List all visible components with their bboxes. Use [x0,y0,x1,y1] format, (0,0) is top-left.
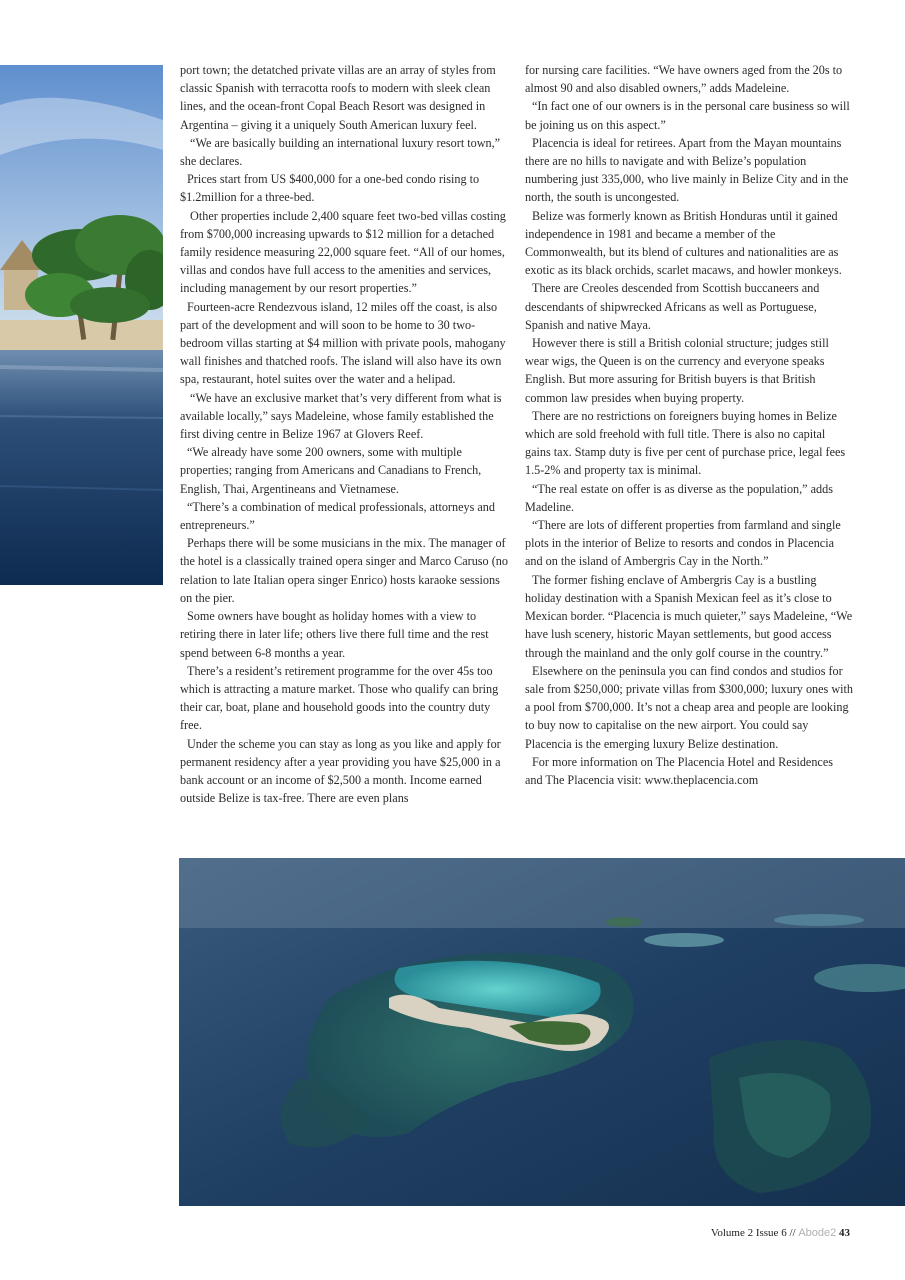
folio-issue: Volume 2 Issue 6 // [710,1227,796,1239]
paragraph: There are no restrictions on foreigners buying homes in Belize which are sold freehold with full title. There is also no capital gains tax. Stamp duty is five per cent of purchase price, legal fees 1.5-2% and property tax is minimal. [525,408,846,478]
aerial-island-illustration [179,858,905,1206]
paragraph: There are Creoles descended from Scottish buccaneers and descendants of shipwrecked Africans as well as Portuguese, Spanish and native Maya. [525,281,820,332]
paragraph: “There are lots of different properties from farmland and single plots in the interior of Belize to resorts and condos in Placencia and on the island of Ambergris Cay in the North.” [525,518,841,569]
folio-brand: Abode2 [798,1227,837,1239]
page-folio [711,1227,850,1239]
beach-palm-illustration [0,65,163,585]
paragraph: “There’s a combination of medical professionals, attorneys and entrepreneurs.” [180,499,495,533]
paragraph: Under the scheme you can stay as long as you like and apply for permanent residency after a year providing you have $25,000 in a bank account or an income of $2,500 a month. Income earned outside Belize is tax-free. There are even plans [180,736,501,806]
paragraph: Perhaps there will be some musicians in the mix. The manager of the hotel is a classically trained opera singer and Marco Caruso (no relation to late Italian opera singer Enrico) hosts karaoke sessions on the pier. [180,536,508,605]
paragraph: Some owners have bought as holiday homes with a view to retiring there in later life; others live there full time and the rest spend between 6-8 months a year. [180,609,489,660]
paragraph: However there is still a British colonial structure; judges still wear wigs, the Queen is on the currency and everyone speaks English. But more assuring for British buyers is that British common law presides when buying property. [525,336,829,405]
paragraph: Elsewhere on the peninsula you can find condos and studios for sale from $250,000; private villas from $300,000; luxury ones with a pool from $700,000. It’s not a cheap area and people are looking to buy now to capitalise on the new airport. You could say Placencia is the emerging luxury Belize destination. [525,663,853,751]
aerial-island-photo [179,858,905,1206]
article-column-left [180,61,510,807]
article-column-right [525,61,853,789]
paragraph: The former fishing enclave of Ambergris Cay is a bustling holiday destination with a Spanish Mexican feel as it’s close to Mexican border. “Placencia is much quieter,” says Madeleine, “We have lush scenery, historic Mayan settlements, but good access through the mainland and the only golf course in the country.” [525,572,853,660]
paragraph: Belize was formerly known as British Honduras until it gained independence in 1981 and became a member of the Commonwealth, but its blend of cultures and nationalities are as exotic as its black orchids, scarlet macaws, and howler monkeys. [525,208,842,278]
paragraph: For more information on The Placencia Hotel and Residences and The Placencia visit: www.theplacencia.com [525,754,833,787]
paragraph: port town; the detatched private villas are an array of styles from classic Spanish with terracotta roofs to modern with sleek clean lines, and the ocean-front Copal Beach Resort was designed in Argentina – giving it a uniquely South American luxury feel. [180,63,496,132]
paragraph: “The real estate on offer is as diverse as the population,” adds Madeline. [525,481,833,514]
beach-palm-photo [0,65,163,585]
paragraph: “We are basically building an international luxury resort town,” she declares. [180,135,501,169]
paragraph: “We have an exclusive market that’s very different from what is available locally,” says Madeleine, whose family established the first diving centre in Belize 1967 at Glovers Reef. [180,390,502,442]
paragraph: “In fact one of our owners is in the personal care business so will be joining us on this aspect.” [525,99,850,132]
paragraph: There’s a resident’s retirement programme for the over 45s too which is attracting a mature market. Those who qualify can bring their car, boat, plane and household goods into the country duty free. [180,663,499,733]
paragraph: Fourteen-acre Rendezvous island, 12 miles off the coast, is also part of the development and will soon to be home to 30 two-bedroom villas starting at $4 million with private pools, mahogany wall finishes and thatched roofs. The island will also have its own spa, restaurant, hotel suites over the water and a helipad. [180,299,506,387]
paragraph: Placencia is ideal for retirees. Apart from the Mayan mountains there are no hills to navigate and with Belize’s population numbering just 335,000, who live mainly in Belize City and in the north, the south is uncongested. [525,135,849,205]
page-number: 43 [839,1227,850,1239]
paragraph: for nursing care facilities. “We have owners aged from the 20s to almost 90 and also disabled owners,” adds Madeleine. [525,63,843,96]
paragraph: Prices start from US $400,000 for a one-bed condo rising to $1.2million for a three-bed. [180,172,480,205]
paragraph: “We already have some 200 owners, some with multiple properties; ranging from Americans and Canadians to French, English, Thai, Argentineans and Vietnamese. [180,445,482,496]
paragraph: Other properties include 2,400 square feet two-bed villas costing from $700,000 increasing upwards to $12 million for a detached family residence measuring 22,000 square feet. “All of our homes, villas and condos have full access to the amenities and services, including management by our resort properties.” [180,208,506,296]
